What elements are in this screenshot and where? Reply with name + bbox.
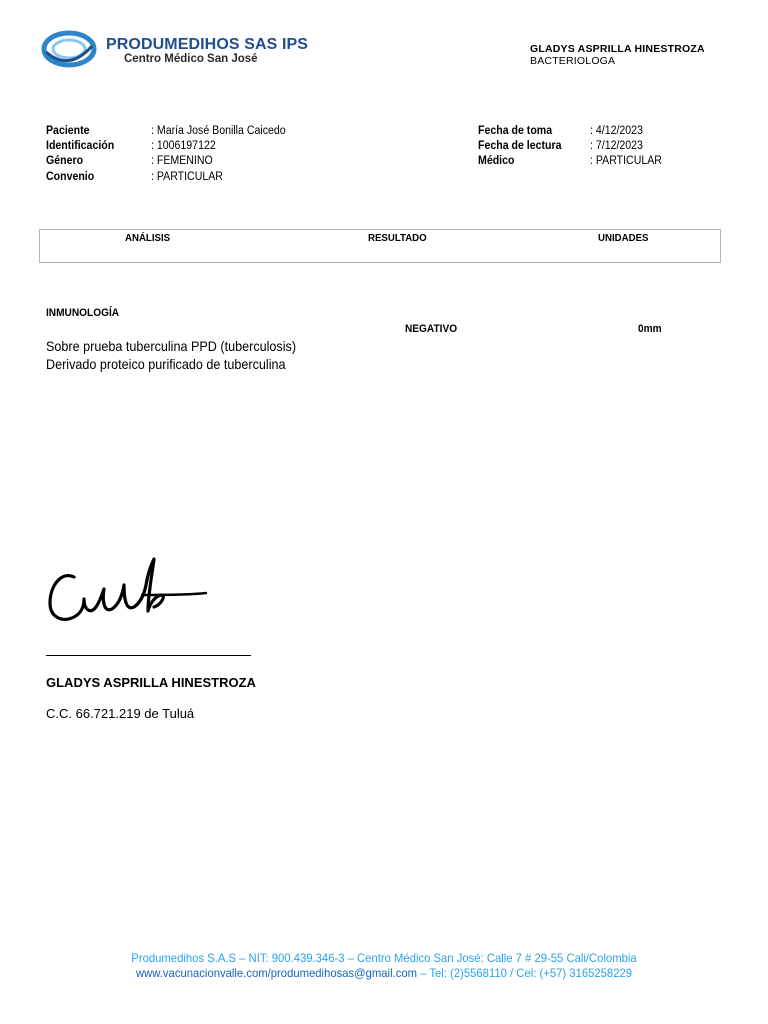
result-value: NEGATIVO — [405, 323, 458, 335]
header-signer-role: BACTERIOLOGA — [530, 55, 616, 67]
column-header-result: RESULTADO — [368, 232, 427, 244]
header-signer-name: GLADYS ASPRILLA HINESTROZA — [530, 43, 705, 55]
sample-date-value: : 4/12/2023 — [590, 125, 643, 137]
patient-label: Paciente — [46, 125, 90, 137]
signature-line — [46, 655, 251, 656]
column-header-analysis: ANÁLISIS — [125, 232, 171, 244]
handwritten-signature — [44, 555, 214, 630]
logo-company-name: PRODUMEDIHOS SAS IPS — [106, 36, 309, 53]
doctor-value: : PARTICULAR — [590, 155, 662, 167]
gender-value: : FEMENINO — [151, 155, 213, 167]
signer-name: GLADYS ASPRILLA HINESTROZA — [46, 675, 256, 690]
test-name-line1: Sobre prueba tuberculina PPD (tuberculosis) — [46, 338, 297, 354]
footer-website-link[interactable]: www.vacunacionvalle.com — [135, 966, 268, 980]
footer-phones: – Tel: (2)5568110 / Cel: (+57) 3165258229 — [417, 966, 633, 980]
test-name-line2: Derivado proteico purificado de tuberculina — [46, 356, 286, 372]
gender-label: Género — [46, 155, 84, 167]
reading-date-value: : 7/12/2023 — [590, 140, 643, 152]
reading-date-label: Fecha de lectura — [478, 140, 562, 152]
logo-ring-icon — [40, 28, 98, 70]
signer-id: C.C. 66.721.219 de Tuluá — [46, 706, 195, 721]
logo-subtitle: Centro Médico San José — [124, 53, 258, 65]
identification-value: : 1006197122 — [151, 140, 216, 152]
doctor-label: Médico — [478, 155, 515, 167]
company-logo — [38, 18, 309, 82]
footer-email-link[interactable]: /produmedihosas@gmail.com — [267, 966, 418, 980]
patient-value: : María José Bonilla Caicedo — [151, 125, 286, 137]
result-units: 0mm — [638, 323, 662, 335]
column-header-units: UNIDADES — [598, 232, 649, 244]
agreement-value: : PARTICULAR — [151, 171, 223, 183]
agreement-label: Convenio — [46, 171, 95, 183]
identification-label: Identificación — [46, 140, 115, 152]
section-title: INMUNOLOGÍA — [46, 307, 120, 319]
footer-address: Produmedihos S.A.S – NIT: 900.439.346-3 – Centro Médico San José: Calle 7 # 29-55 Cali/Colombia — [131, 951, 637, 965]
sample-date-label: Fecha de toma — [478, 125, 553, 137]
footer-contact — [23, 966, 745, 980]
